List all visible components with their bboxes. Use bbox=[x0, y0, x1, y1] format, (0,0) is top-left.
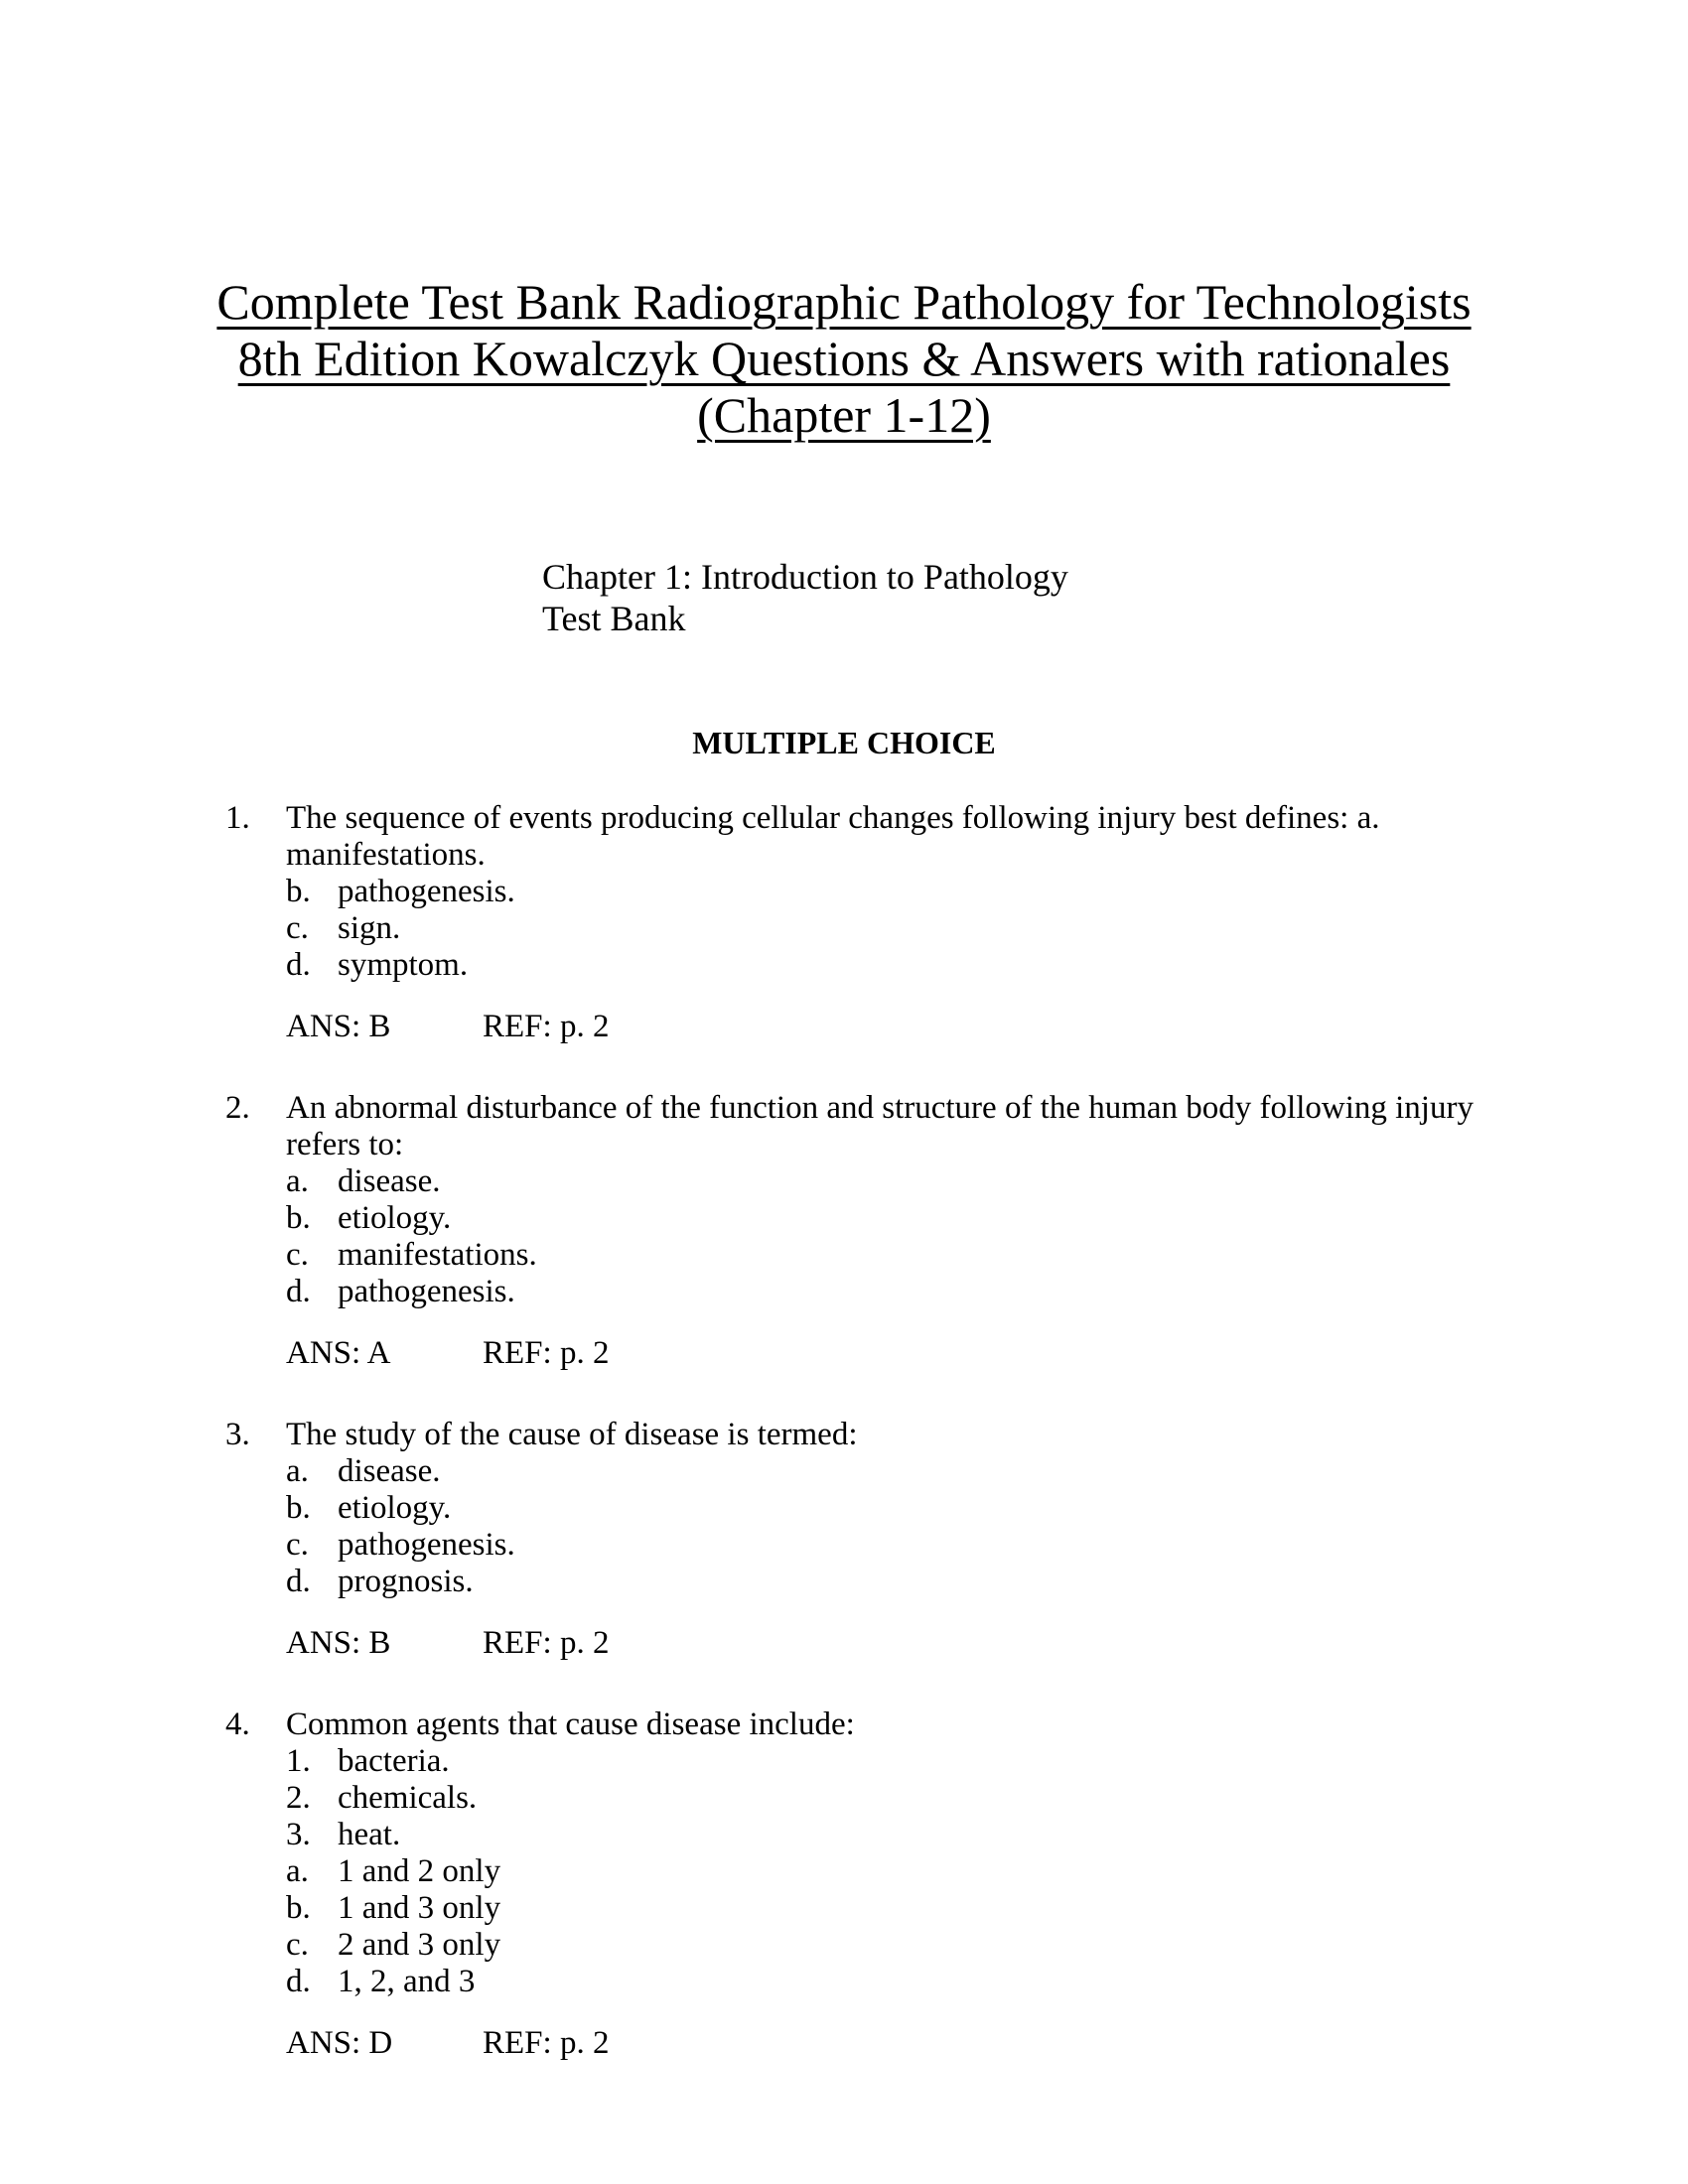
question-text: The study of the cause of disease is termed: bbox=[286, 1417, 858, 1452]
chapter-heading bbox=[542, 556, 1068, 639]
option-text: 1 and 2 only bbox=[338, 1853, 501, 1889]
option-row bbox=[286, 1453, 1688, 1490]
option-row bbox=[286, 1853, 1688, 1890]
option-label: a. bbox=[286, 1163, 309, 1199]
question-text: The sequence of events producing cellular changes following injury best defines: a. manifestations. bbox=[286, 800, 1380, 873]
option-text: disease. bbox=[338, 1163, 441, 1199]
answer-value: ANS: A bbox=[286, 1335, 391, 1371]
option-label: b. bbox=[286, 1200, 311, 1236]
option-text: manifestations. bbox=[338, 1237, 537, 1273]
option-row bbox=[286, 874, 1688, 910]
question-body bbox=[286, 1090, 1688, 1372]
option-label: b. bbox=[286, 874, 311, 909]
option-label: c. bbox=[286, 1527, 309, 1563]
question-number: 1. bbox=[225, 800, 250, 836]
question-item bbox=[0, 1090, 1688, 1372]
question-list bbox=[0, 800, 1688, 2107]
question-item bbox=[0, 1417, 1688, 1662]
answer-line bbox=[286, 1009, 1688, 1045]
option-label: c. bbox=[286, 1927, 309, 1963]
option-text: bacteria. bbox=[338, 1743, 450, 1779]
option-label: a. bbox=[286, 1853, 309, 1889]
option-text: sign. bbox=[338, 910, 401, 946]
option-text: disease. bbox=[338, 1453, 441, 1489]
option-text: 2 and 3 only bbox=[338, 1927, 501, 1963]
reference-value: REF: p. 2 bbox=[483, 1009, 610, 1044]
option-label: d. bbox=[286, 1564, 311, 1599]
option-label: d. bbox=[286, 1274, 311, 1309]
option-label: a. bbox=[286, 1453, 309, 1489]
answer-value: ANS: D bbox=[286, 2025, 393, 2061]
option-row bbox=[286, 910, 1688, 947]
option-text: 1 and 3 only bbox=[338, 1890, 501, 1926]
question-item bbox=[0, 1706, 1688, 2062]
question-item bbox=[0, 800, 1688, 1045]
section-heading: MULTIPLE CHOICE bbox=[692, 725, 996, 760]
option-text: chemicals. bbox=[338, 1780, 478, 1816]
question-body bbox=[286, 1706, 1688, 2062]
option-row bbox=[286, 1927, 1688, 1964]
option-text: heat. bbox=[338, 1817, 401, 1852]
answer-value: ANS: B bbox=[286, 1625, 391, 1661]
chapter-title: Chapter 1: Introduction to Pathology bbox=[542, 557, 1068, 597]
option-label: c. bbox=[286, 910, 309, 946]
reference-value: REF: p. 2 bbox=[483, 1625, 610, 1661]
option-row bbox=[286, 1964, 1688, 2000]
option-row bbox=[286, 1564, 1688, 1600]
reference-value: REF: p. 2 bbox=[483, 1335, 610, 1371]
option-row bbox=[286, 1274, 1688, 1310]
option-text: prognosis. bbox=[338, 1564, 474, 1599]
question-text: An abnormal disturbance of the function and structure of the human body following injury refers to: bbox=[286, 1090, 1474, 1162]
option-row bbox=[286, 1237, 1688, 1274]
document-title bbox=[0, 274, 1688, 444]
option-text: 1, 2, and 3 bbox=[338, 1964, 476, 1999]
option-text: etiology. bbox=[338, 1490, 452, 1526]
option-label: b. bbox=[286, 1490, 311, 1526]
question-body bbox=[286, 1417, 1688, 1662]
option-row bbox=[286, 1490, 1688, 1527]
question-body bbox=[286, 800, 1688, 1045]
option-row bbox=[286, 1200, 1688, 1237]
question-number: 2. bbox=[225, 1090, 250, 1126]
question-number: 3. bbox=[225, 1417, 250, 1452]
option-text: symptom. bbox=[338, 947, 469, 983]
reference-value: REF: p. 2 bbox=[483, 2025, 610, 2061]
option-label: b. bbox=[286, 1890, 311, 1926]
option-row bbox=[286, 1780, 1688, 1817]
option-label: d. bbox=[286, 1964, 311, 1999]
option-text: etiology. bbox=[338, 1200, 452, 1236]
option-text: pathogenesis. bbox=[338, 1274, 515, 1309]
question-text: Common agents that cause disease include: bbox=[286, 1706, 855, 1742]
question-number: 4. bbox=[225, 1706, 250, 1742]
option-label: d. bbox=[286, 947, 311, 983]
answer-line bbox=[286, 2025, 1688, 2062]
option-text: pathogenesis. bbox=[338, 1527, 515, 1563]
title-line-3: (Chapter 1-12) bbox=[697, 387, 991, 443]
option-label: 2. bbox=[286, 1780, 311, 1816]
option-row bbox=[286, 1743, 1688, 1780]
chapter-subtitle: Test Bank bbox=[542, 599, 686, 638]
title-line-1: Complete Test Bank Radiographic Pathology for Technologists bbox=[216, 274, 1472, 330]
answer-line bbox=[286, 1335, 1688, 1372]
option-label: 3. bbox=[286, 1817, 311, 1852]
option-text: pathogenesis. bbox=[338, 874, 515, 909]
title-line-2: 8th Edition Kowalczyk Questions & Answers with rationales bbox=[237, 331, 1451, 386]
answer-line bbox=[286, 1625, 1688, 1662]
option-row bbox=[286, 1890, 1688, 1927]
option-label: 1. bbox=[286, 1743, 311, 1779]
option-label: c. bbox=[286, 1237, 309, 1273]
option-row bbox=[286, 1163, 1688, 1200]
answer-value: ANS: B bbox=[286, 1009, 391, 1044]
option-row bbox=[286, 947, 1688, 984]
option-row bbox=[286, 1527, 1688, 1564]
option-row bbox=[286, 1817, 1688, 1853]
